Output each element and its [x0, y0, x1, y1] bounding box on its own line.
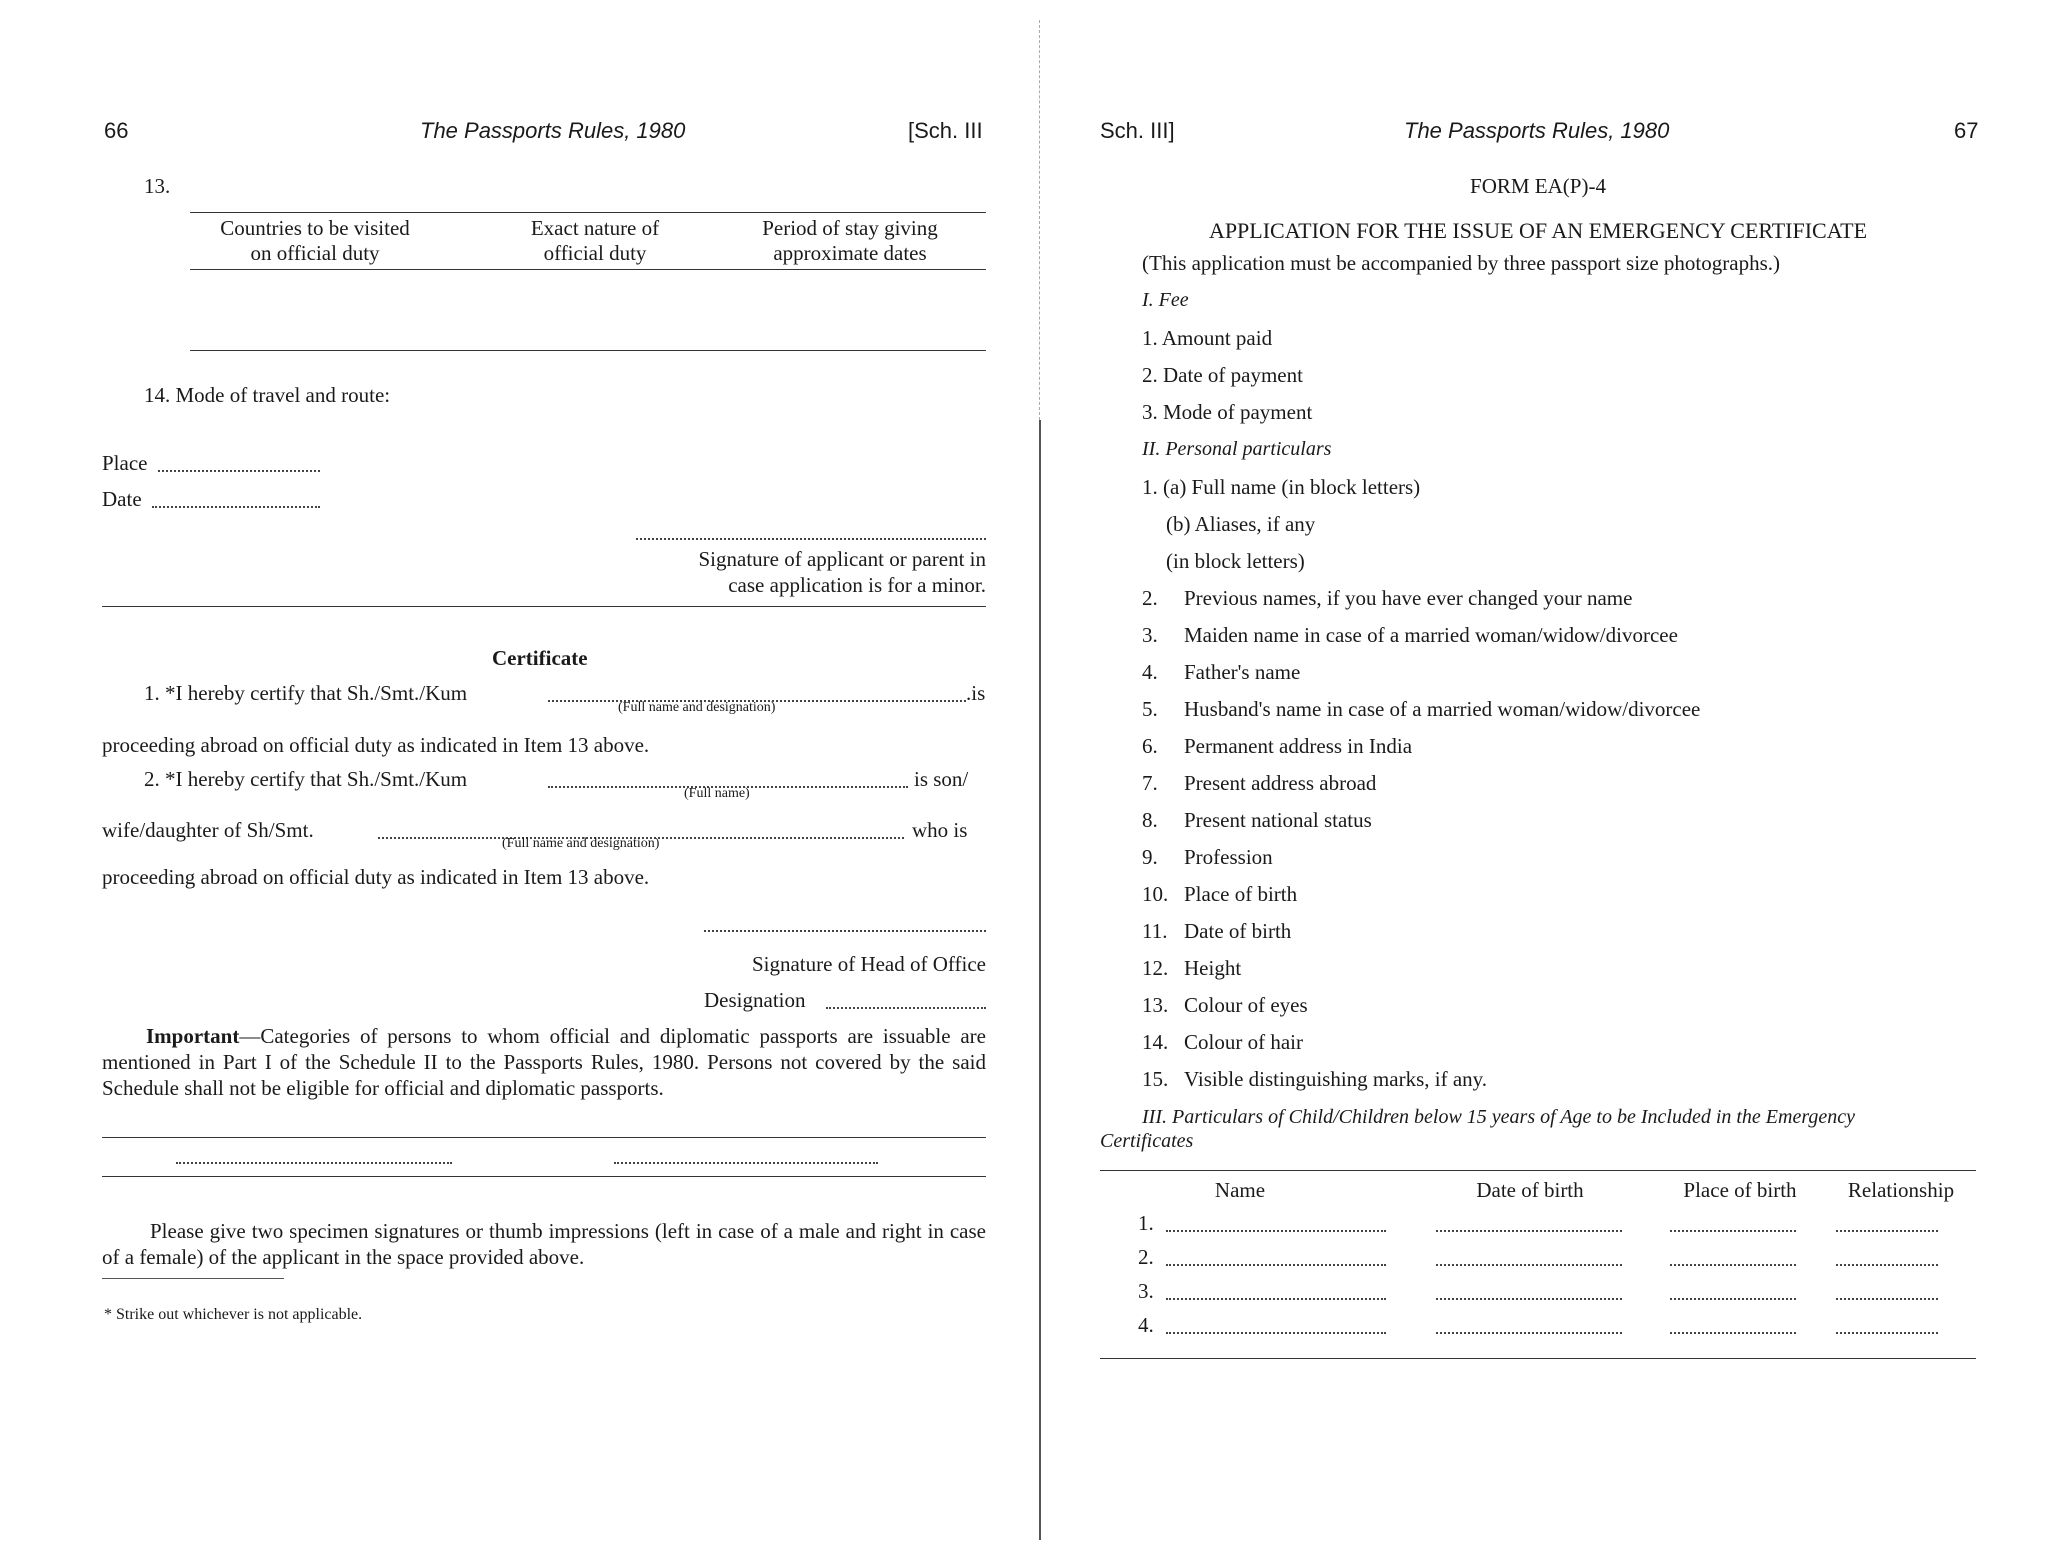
row-number: 1. — [1138, 1211, 1154, 1235]
table-header-rule — [190, 269, 986, 270]
section-fee: I. Fee — [1142, 289, 1189, 311]
left-schedule-ref: [Sch. III — [908, 118, 983, 143]
child-name-field[interactable] — [1166, 1264, 1386, 1266]
place-label: Place — [102, 451, 148, 475]
child-relationship-field[interactable] — [1836, 1298, 1938, 1300]
row-number: 4. — [1138, 1313, 1154, 1337]
child-pob-field[interactable] — [1670, 1298, 1796, 1300]
designation-field[interactable] — [826, 1007, 986, 1009]
table-bottom-rule — [190, 350, 986, 351]
child-dob-field[interactable] — [1436, 1264, 1622, 1266]
child-relationship-field[interactable] — [1836, 1264, 1938, 1266]
list-item: Permanent address in India — [1184, 734, 1413, 758]
date-label: Date — [102, 487, 142, 511]
child-dob-field[interactable] — [1436, 1230, 1622, 1232]
list-item: Colour of eyes — [1184, 993, 1308, 1017]
right-running-title: The Passports Rules, 1980 — [1404, 118, 1670, 143]
item-14: 14. Mode of travel and route: — [144, 383, 391, 407]
list-item: Husband's name in case of a married woman/widow/divorcee — [1184, 697, 1701, 721]
child-dob-field[interactable] — [1436, 1298, 1622, 1300]
form-title: FORM EA(P)-4 — [1470, 174, 1606, 198]
section-divider — [102, 606, 986, 607]
list-item: Visible distinguishing marks, if any. — [1184, 1067, 1488, 1091]
list-item-num: 10. — [1142, 882, 1169, 906]
header-nature: Exact nature of official duty — [530, 216, 660, 265]
list-item: Present national status — [1184, 808, 1372, 832]
item-1b: (b) Aliases, if any — [1166, 512, 1316, 536]
list-item-num: 7. — [1142, 771, 1158, 795]
footnote-rule — [102, 1278, 284, 1279]
applicant-signature-line[interactable] — [636, 538, 986, 540]
table-top-rule — [190, 212, 986, 213]
row-number: 2. — [1138, 1245, 1154, 1269]
child-pob-field[interactable] — [1670, 1230, 1796, 1232]
list-item-num: 5. — [1142, 697, 1158, 721]
form-note: (This application must be accompanied by three passport size photographs.) — [1142, 251, 1780, 275]
designation-label: Designation — [704, 988, 806, 1012]
header-period: Period of stay giving approximate dates — [762, 216, 938, 265]
cert2-line3: proceeding abroad on official duty as indicated in Item 13 above. — [102, 865, 650, 889]
cert1-end: .is — [966, 681, 986, 705]
child-dob-field[interactable] — [1436, 1332, 1622, 1334]
list-item: Father's name — [1184, 660, 1301, 684]
child-pob-field[interactable] — [1670, 1264, 1796, 1266]
list-item-num: 2. — [1142, 586, 1158, 610]
certificate-heading: Certificate — [492, 646, 588, 670]
child-relationship-field[interactable] — [1836, 1332, 1938, 1334]
gutter-line-top — [1039, 20, 1040, 420]
child-pob-field[interactable] — [1670, 1332, 1796, 1334]
children-header-name: Name — [1214, 1178, 1266, 1202]
list-item-num: 3. — [1142, 623, 1158, 647]
date-field[interactable] — [152, 506, 320, 508]
cert1-text: 1. *I hereby certify that Sh./Smt./Kum — [144, 681, 468, 705]
children-header-pob: Place of birth — [1683, 1178, 1797, 1202]
item-13-number: 13. — [144, 174, 171, 198]
specimen-signature-2[interactable] — [614, 1162, 878, 1164]
children-table-top-rule — [1100, 1170, 1976, 1171]
header-countries: Countries to be visited on official duty — [220, 216, 410, 265]
specimen-instructions: Please give two specimen signatures or thumb impressions (left in case of a male and right in case of a female) of the applicant in the space provided above. — [102, 1219, 986, 1269]
list-item-num: 6. — [1142, 734, 1158, 758]
section-personal: II. Personal particulars — [1142, 438, 1332, 460]
child-relationship-field[interactable] — [1836, 1230, 1938, 1232]
list-item-num: 12. — [1142, 956, 1169, 980]
cert2-caption2: (Full name and designation) — [502, 836, 660, 851]
item-1a: 1. (a) Full name (in block letters) — [1142, 475, 1421, 499]
place-field[interactable] — [158, 470, 320, 472]
child-name-field[interactable] — [1166, 1230, 1386, 1232]
list-item: Present address abroad — [1184, 771, 1377, 795]
cert2-text: 2. *I hereby certify that Sh./Smt./Kum — [144, 767, 468, 791]
specimen-top-rule — [102, 1137, 986, 1138]
list-item: Place of birth — [1184, 882, 1298, 906]
list-item: Maiden name in case of a married woman/widow/divorcee — [1184, 623, 1678, 647]
children-table-bottom-rule — [1100, 1358, 1976, 1359]
child-name-field[interactable] — [1166, 1298, 1386, 1300]
head-signature-line[interactable] — [704, 930, 986, 932]
fee-item-1: 1. Amount paid — [1142, 326, 1273, 350]
important-note: Important—Categories of persons to whom official and diplomatic passports are issuable are mentioned in Part I of the Schedule II to the Passports Rules, 1980. Persons not covered by the said Schedule shall not be eligible for official and diplomatic passports. — [102, 1024, 986, 1100]
list-item-num: 14. — [1142, 1030, 1169, 1054]
fee-item-3: 3. Mode of payment — [1142, 400, 1313, 424]
list-item-num: 9. — [1142, 845, 1158, 869]
cert2-line2-end: who is — [912, 818, 968, 842]
section-children-line1: III. Particulars of Child/Children below 15 years of Age to be Included in the Emergency — [1142, 1106, 1856, 1128]
list-item: Colour of hair — [1184, 1030, 1303, 1054]
list-item: Previous names, if you have ever changed your name — [1184, 586, 1633, 610]
row-number: 3. — [1138, 1279, 1154, 1303]
cert2-line2-start: wife/daughter of Sh/Smt. — [102, 818, 314, 842]
cert1-line2: proceeding abroad on official duty as indicated in Item 13 above. — [102, 733, 650, 757]
list-item: Height — [1184, 956, 1242, 980]
cert2-end: is son/ — [914, 767, 969, 791]
head-signature-caption: Signature of Head of Office — [751, 952, 986, 976]
right-page-number: 67 — [1954, 118, 1979, 143]
list-item: Profession — [1184, 845, 1273, 869]
list-item-num: 13. — [1142, 993, 1169, 1017]
specimen-signature-1[interactable] — [176, 1162, 452, 1164]
footnote: * Strike out whichever is not applicable. — [104, 1306, 363, 1323]
children-header-relationship: Relationship — [1847, 1178, 1955, 1202]
left-running-title: The Passports Rules, 1980 — [420, 118, 686, 143]
list-item-num: 4. — [1142, 660, 1158, 684]
specimen-bottom-rule — [102, 1176, 986, 1177]
form-heading: APPLICATION FOR THE ISSUE OF AN EMERGENCY CERTIFICATE — [1208, 218, 1868, 243]
section-children-line2: Certificates — [1100, 1130, 1194, 1152]
left-page-number: 66 — [104, 118, 129, 143]
cert2-caption: (Full name) — [684, 786, 750, 801]
gutter-line — [1039, 420, 1041, 1540]
list-item-num: 15. — [1142, 1067, 1169, 1091]
cert1-caption: (Full name and designation) — [618, 700, 776, 715]
right-schedule-ref: Sch. III] — [1100, 118, 1175, 143]
item-1b-note: (in block letters) — [1166, 549, 1305, 573]
applicant-signature-caption: Signature of applicant or parent in case application is for a minor. — [698, 547, 986, 597]
fee-item-2: 2. Date of payment — [1142, 363, 1303, 387]
children-header-dob: Date of birth — [1476, 1178, 1584, 1202]
list-item-num: 8. — [1142, 808, 1158, 832]
child-name-field[interactable] — [1166, 1332, 1386, 1334]
list-item: Date of birth — [1184, 919, 1292, 943]
list-item-num: 11. — [1142, 919, 1168, 943]
